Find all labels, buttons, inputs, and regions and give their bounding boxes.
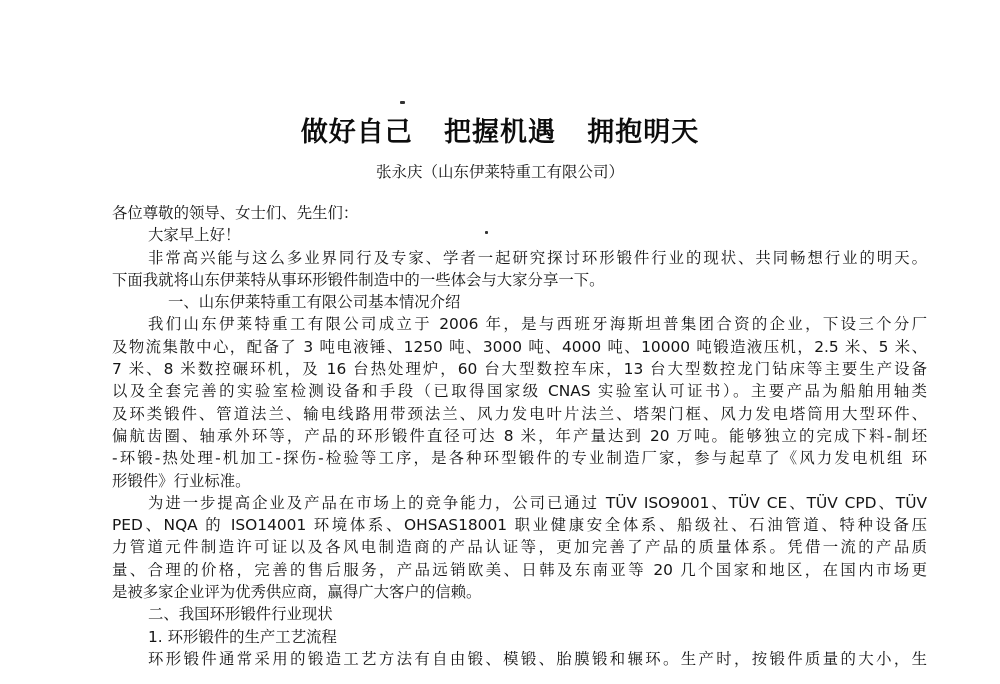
- salutation: 各位尊敬的领导、女士们、先生们：: [112, 204, 359, 222]
- title-gap: [423, 117, 433, 148]
- paragraph-line: 下面我就将山东伊莱特从事环形锻件制造中的一些体会与大家分享一下。: [112, 270, 605, 289]
- title-part-1: 做好自己: [300, 117, 413, 148]
- paragraph-line: -环锻-热处理-机加工-探伤-检验等工序，是各种环型锻件的专业制造厂家，参与起草了《风力发电机组 环: [112, 449, 927, 468]
- paragraph-line: 量、合理的价格，完善的售后服务，产品远销欧美、日韩及东南亚等 20 几个国家和地区，在国内市场更: [112, 560, 927, 579]
- paragraph-line: 以及全套完善的实验室检测设备和手段（已取得国家级 CNAS 实验室认可证书）。主要产品为船舶用轴类: [112, 382, 927, 401]
- paragraph-line: 力管道元件制造许可证以及各风电制造商的产品认证等，更加完善了产品的质量体系。凭借一流的产品质: [112, 538, 927, 557]
- paragraph-line: PED、NQA 的 ISO14001 环境体系、OHSAS18001 职业健康安全体系、船级社、石油管道、特种设备压: [112, 516, 927, 535]
- paragraph-line: 我们山东伊莱特重工有限公司成立于 2006 年，是与西班牙海斯坦普集团合资的企业，下设三个分厂: [148, 315, 927, 334]
- document-body: [112, 202, 927, 670]
- author-line: 张永庆（山东伊莱特重工有限公司）: [375, 163, 624, 181]
- paragraph-line: 为进一步提高企业及产品在市场上的竞争能力，公司已通过 TÜV ISO9001、TÜV CE、TÜV CPD、TÜV: [148, 493, 927, 512]
- section-heading: 二、我国环形锻件行业现状: [148, 605, 333, 624]
- title-part-3: 拥抱明天: [587, 117, 700, 148]
- paragraph-line: 是被多家企业评为优秀供应商，赢得广大客户的信赖。: [112, 583, 482, 602]
- section-heading: 一、山东伊莱特重工有限公司基本情况介绍: [168, 293, 461, 312]
- greeting: 大家早上好！: [148, 226, 241, 245]
- document-title: [0, 110, 1000, 149]
- subsection-heading: 1. 环形锻件的生产工艺流程: [148, 627, 337, 646]
- paragraph-line: 非常高兴能与这么多业界同行及专家、学者一起研究探讨环形锻件行业的现状、共同畅想行业的明天。: [148, 248, 927, 267]
- paragraph-line: 环形锻件通常采用的锻造工艺方法有自由锻、模锻、胎膜锻和辗环。生产时，按锻件质量的大小，生: [148, 649, 927, 668]
- scan-speck: [400, 101, 405, 104]
- title-part-2: 把握机遇: [444, 117, 556, 148]
- paragraph-line: 及环类锻件、管道法兰、输电线路用带颈法兰、风力发电叶片法兰、塔架门框、风力发电塔筒用大型环件、: [112, 404, 927, 423]
- paragraph-line: 偏航齿圈、轴承外环等，产品的环形锻件直径可达 8 米，年产量达到 20 万吨。能够独立的完成下料-制坯: [112, 426, 927, 445]
- title-gap: [566, 117, 576, 148]
- paragraph-line: 及物流集散中心，配备了 3 吨电液锤、1250 吨、3000 吨、4000 吨、10000 吨锻造液压机，2.5 米、5 米、: [112, 337, 927, 356]
- paragraph-line: 7 米、8 米数控碾环机，及 16 台热处理炉，60 台大型数控车床，13 台大型数控龙门钻床等主要生产设备: [112, 360, 927, 379]
- paragraph-line: 形锻件》行业标准。: [112, 471, 251, 490]
